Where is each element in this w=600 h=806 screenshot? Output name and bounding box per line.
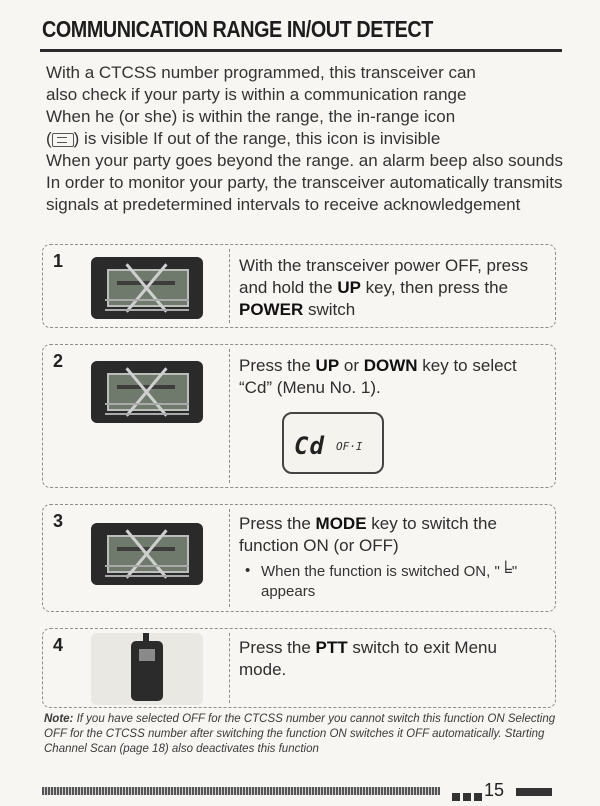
step-1-text-a: With the transceiver power OFF, press and hold the — [239, 256, 529, 297]
intro-line-3: When he (or she) is within the range, the in-range icon — [46, 107, 456, 126]
up-key-label: UP — [315, 356, 340, 375]
radio-keypad — [105, 565, 189, 577]
radio-photo-icon — [91, 257, 203, 319]
intro-line-4 — [46, 128, 566, 150]
step-2-text-c: key to select “Cd” (Menu No. 1). — [239, 356, 517, 397]
bullet-text-b: " appears — [261, 563, 518, 600]
step-4-text — [239, 637, 544, 681]
footer-blocks — [452, 788, 485, 806]
in-range-icon — [52, 133, 74, 147]
radio-photo-icon — [91, 361, 203, 423]
down-key-label: DOWN — [363, 356, 418, 375]
step-separator — [229, 509, 230, 607]
lcd-sub-text: OF·I — [336, 440, 363, 453]
step-1-number: 1 — [53, 251, 64, 271]
step-3-text-b: key to switch the function ON (or OFF) — [239, 514, 497, 555]
handheld-radio-icon — [91, 633, 203, 705]
lcd-main-text: Cd — [294, 432, 325, 460]
intro-line-4-post: ) is visible If out of the range, this icon is invisible — [73, 129, 441, 148]
step-2-text-a: Press the — [239, 356, 316, 375]
handheld-body — [131, 641, 163, 701]
step-1-text-c: switch — [303, 300, 356, 319]
intro-text — [46, 62, 566, 216]
step-4-box — [42, 628, 556, 708]
step-1-text — [239, 255, 544, 321]
bullet-text-a: When the function is switched ON, " — [261, 563, 500, 580]
intro-line-2: also check if your party is within a communication range — [46, 85, 467, 104]
function-on-glyph: ╘ — [499, 561, 512, 580]
intro-paragraph-2: When your party goes beyond the range. an alarm beep also sounds In order to monitor your party, the transceiver automatically transmits signals at predetermined intervals to receive acknowledgement — [46, 151, 563, 214]
step-3-number: 3 — [53, 511, 64, 531]
step-1-text-b: key, then press the — [360, 278, 509, 297]
footer-bar — [42, 787, 440, 795]
mode-key-label: MODE — [315, 514, 367, 533]
note-text — [44, 712, 560, 757]
page-number: 15 — [484, 780, 505, 800]
step-3-bullet — [239, 561, 544, 602]
radio-keypad — [105, 403, 189, 415]
step-3-text — [239, 513, 544, 602]
step-2-text — [239, 355, 544, 399]
step-separator — [229, 633, 230, 703]
radio-photo-icon — [91, 523, 203, 585]
up-key-label: UP — [337, 278, 361, 297]
step-4-number: 4 — [53, 635, 64, 655]
step-4-text-b: switch to exit Menu mode. — [239, 638, 497, 679]
page-title: COMMUNICATION RANGE IN/OUT DETECT — [42, 16, 433, 42]
step-3-box — [42, 504, 556, 612]
ptt-switch-label: PTT — [315, 638, 348, 657]
lcd-display — [282, 412, 384, 474]
note-body: If you have selected OFF for the CTCSS number you cannot switch this function ON Selecting OFF for the CTCSS number after switching the function ON switches it OFF automatically. Starting Channel Scan (page 18) also deactivates this function — [44, 713, 556, 755]
radio-keypad — [105, 299, 189, 311]
intro-line-1: With a CTCSS number programmed, this transceiver can — [46, 63, 476, 82]
power-switch-label: POWER — [239, 300, 304, 319]
title-rule — [40, 49, 562, 52]
footer-end-bar — [516, 788, 552, 796]
step-separator — [229, 249, 230, 323]
step-2-text-b: or — [339, 356, 364, 375]
step-3-text-a: Press the — [239, 514, 316, 533]
step-separator — [229, 349, 230, 483]
step-2-number: 2 — [53, 351, 64, 371]
step-4-text-a: Press the — [239, 638, 316, 657]
intro-line-4-pre: ( — [46, 129, 52, 148]
step-1-box — [42, 244, 556, 328]
note-label: Note: — [44, 713, 74, 725]
